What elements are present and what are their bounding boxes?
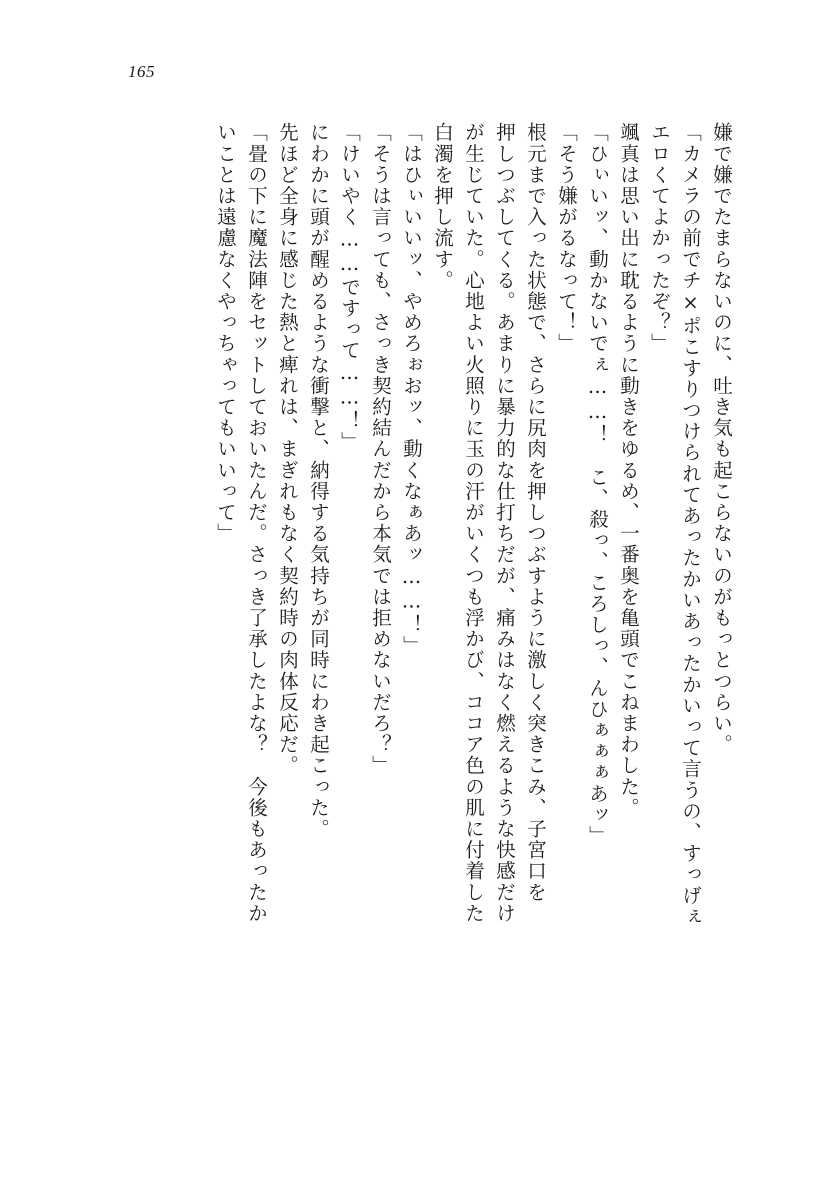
text-line: 「けいやく……ですって……！」	[338, 122, 361, 453]
text-line: 白濁を押し流す。	[431, 122, 454, 291]
text-line: 先ほど全身に感じた熱と痺れは、まぎれもなく契約時の肉体反応だ。	[276, 122, 299, 777]
text-line: 「はひぃいいッ、やめろぉおッ、動くなぁあッ……！」	[400, 122, 423, 657]
text-line: 根元まで入った状態で、さらに尻肉を押しつぶすように激しく突きこみ、子宮口を	[524, 122, 547, 903]
text-line: 「ひぃいッ、動かないでぇ……！ こ、殺っ、ころしっ、んひぁぁぁあッ」	[586, 122, 609, 847]
text-line: 「カメラの前でチ×ポこすりつけられてあったかいあったかいって言うの、すっげぇ	[679, 122, 702, 928]
page-number: 165	[128, 62, 155, 81]
text-line: 颯真は思い出に耽るように動きをゆるめ、一番奥を亀頭でこねまわした。	[617, 122, 640, 819]
text-line: が生じていた。心地よい火照りに玉の汗がいくつも浮かび、ココア色の肌に付着した	[462, 122, 485, 924]
text-line: にわかに頭が醒めるような衝撃と、納得する気持ちが同時にわき起こった。	[307, 122, 330, 840]
text-line: 「そう嫌がるなって！」	[555, 122, 578, 355]
text-line: 「そうは言っても、さっき契約結んだから本気では拒めないだろ？」	[369, 122, 392, 777]
text-line: 嫌で嫌でたまらないのに、吐き気も起こらないのがもっとつらい。	[710, 122, 733, 755]
text-line: 「畳の下に魔法陣をセットしておいたんだ。さっき了承したよな？ 今後もあったか	[245, 122, 268, 924]
text-line: 押しつぶしてくる。あまりに暴力的な仕打ちだが、痛みはなく燃えるような快感だけ	[493, 122, 516, 924]
vertical-text-block	[96, 122, 731, 1072]
text-line: いことは遠慮なくやっちゃってもいいって」	[214, 122, 237, 544]
text-line: エロくてよかったぞ？」	[648, 122, 671, 355]
